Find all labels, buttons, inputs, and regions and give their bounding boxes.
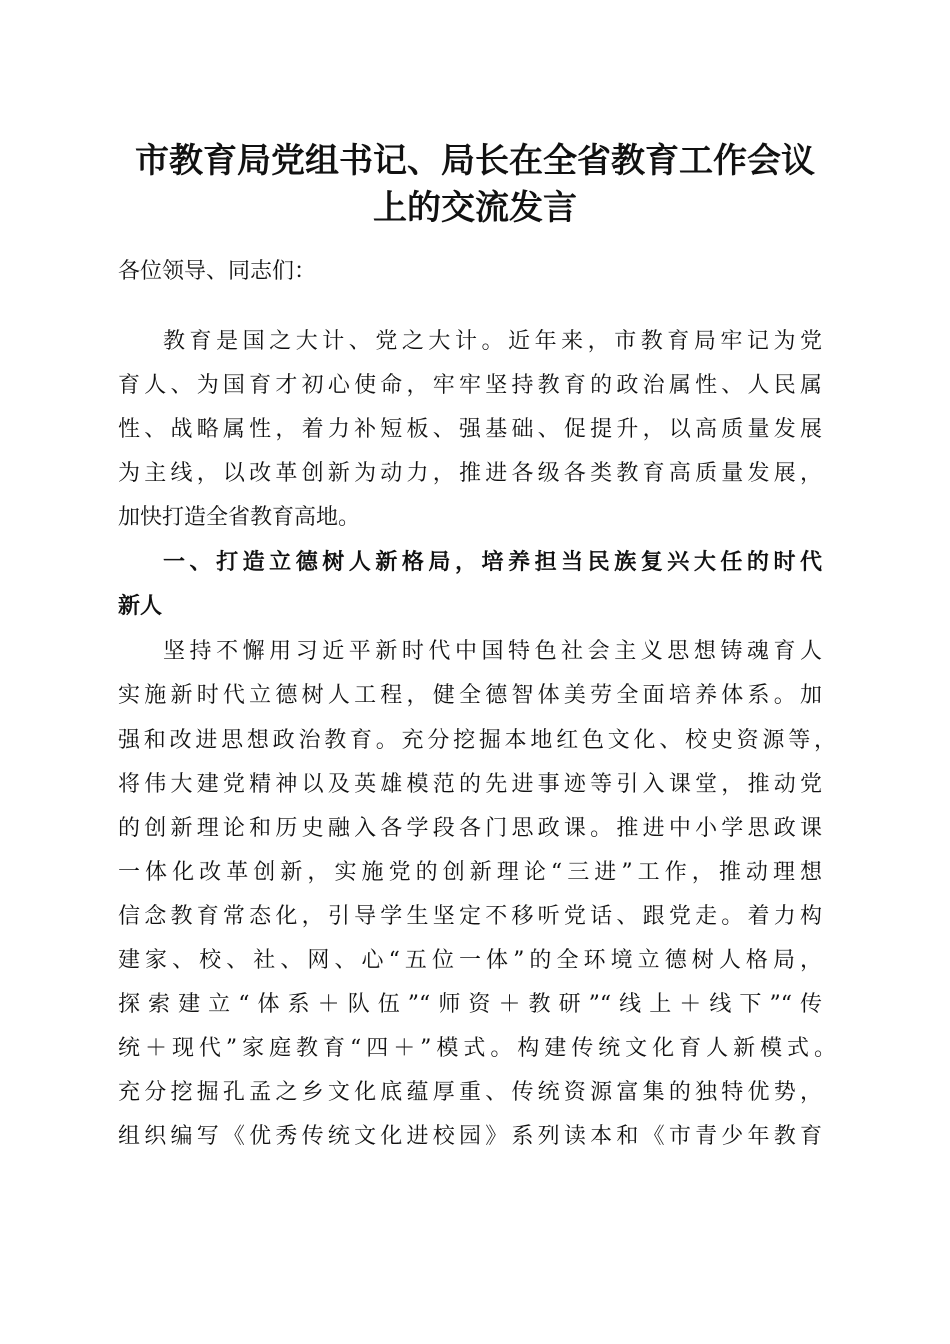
body-line: 将伟大建党精神以及英雄模范的先进事迹等引入课堂，推动党: [118, 772, 822, 797]
body-line: 充分挖掘孔孟之乡文化底蕴厚重、传统资源富集的独特优势，: [118, 1080, 822, 1105]
body-line: 信念教育常态化，引导学生坚定不移听党话、跟党走。着力构: [118, 904, 822, 929]
section-heading-line: 新人: [118, 594, 163, 619]
body-line: 实施新时代立德树人工程，健全德智体美劳全面培养体系。加: [118, 683, 822, 708]
body-line: 组织编写《优秀传统文化进校园》系列读本和《市青少年教育: [118, 1124, 822, 1149]
intro-line: 教育是国之大计、党之大计。近年来，市教育局牢记为党: [163, 329, 822, 354]
document-title-line-2: 上的交流发言: [373, 188, 577, 228]
body-line: 统＋现代”家庭教育“四＋”模式。构建传统文化育人新模式。: [118, 1036, 836, 1061]
document-title-line-1: 市教育局党组书记、局长在全省教育工作会议: [135, 141, 815, 181]
greeting: 各位领导、同志们：: [118, 259, 317, 284]
intro-line: 育人、为国育才初心使命，牢牢坚持教育的政治属性、人民属: [118, 373, 822, 398]
intro-line: 为主线，以改革创新为动力，推进各级各类教育高质量发展，: [118, 461, 822, 486]
body-line: 坚持不懈用习近平新时代中国特色社会主义思想铸魂育人: [163, 639, 822, 664]
intro-line: 性、战略属性，着力补短板、强基础、促提升，以高质量发展: [118, 417, 822, 442]
body-line: 的创新理论和历史融入各学段各门思政课。推进中小学思政课: [118, 816, 822, 841]
intro-line: 加快打造全省教育高地。: [118, 505, 361, 530]
body-line: 探索建立“体系＋队伍”“师资＋教研”“线上＋线下”“传: [118, 992, 822, 1017]
body-line: 一体化改革创新，实施党的创新理论“三进”工作，推动理想: [118, 860, 822, 885]
body-line: 建家、校、社、网、心“五位一体”的全环境立德树人格局，: [118, 948, 822, 973]
body-line: 强和改进思想政治教育。充分挖掘本地红色文化、校史资源等，: [118, 728, 836, 753]
section-heading-line: 一、打造立德树人新格局，培养担当民族复兴大任的时代: [163, 550, 822, 575]
